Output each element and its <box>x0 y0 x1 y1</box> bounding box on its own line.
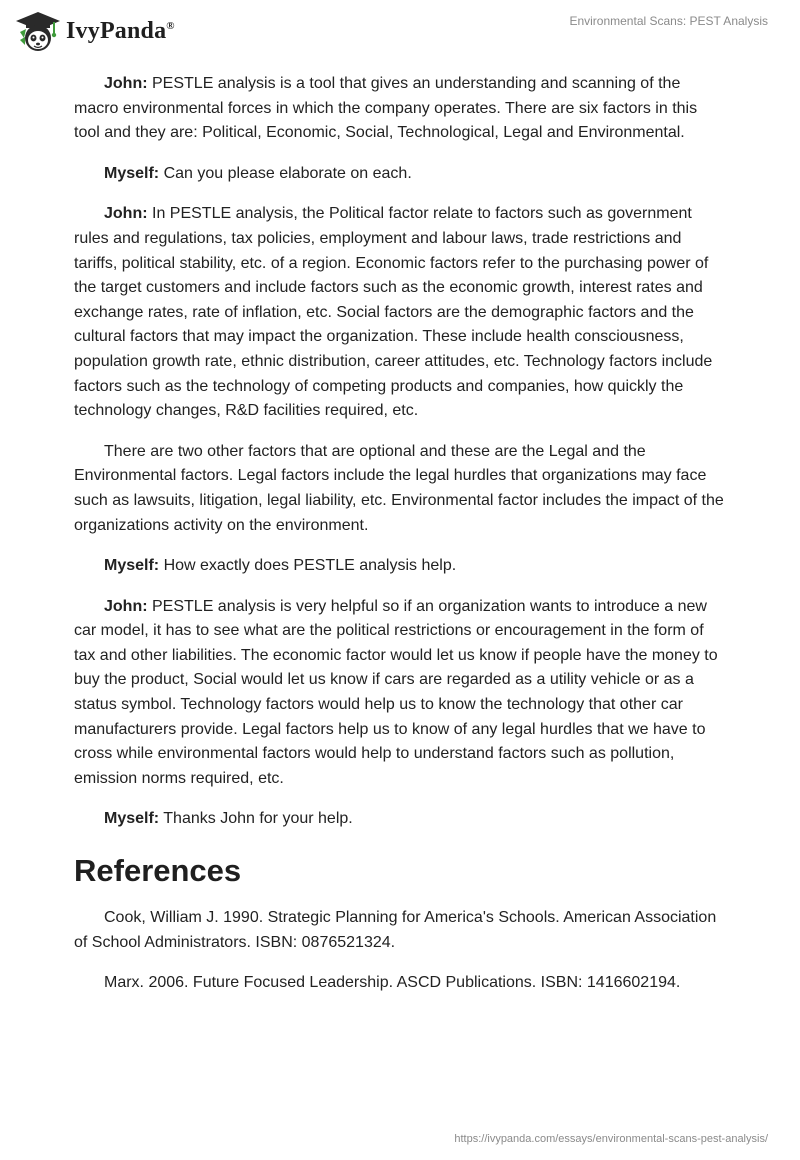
dialogue-paragraph <box>74 202 726 423</box>
references-heading: References <box>74 853 242 889</box>
paragraph-text: Thanks John for your help. <box>163 810 353 828</box>
speaker-label: John: <box>104 597 148 615</box>
essay-body <box>74 72 726 1012</box>
paragraph-text: In PESTLE analysis, the Political factor relate to factors such as government rules and regulations, tax policies, employment and labour laws, trade restrictions and tariffs, political stability, etc. of a region. Economic factors refer to the purchasing power of the target customers and include factors such as the economic growth, interest rates and exchange rates, rate of inflation, etc. Social factors are the demographic factors and the cultural factors that may impact the organization. These include health consciousness, population growth rate, ethnic distribution, career attitudes, etc. Technology factors include factors such as the technology of competing products and companies, how quickly the technology changes, R&D facilities required, etc. <box>74 205 713 420</box>
speaker-label: Myself: <box>104 810 160 828</box>
reference-item: Cook, William J. 1990. Strategic Planning for America's Schools. American Association of School Administrators. ISBN: 0876521324. <box>74 909 717 951</box>
dialogue-paragraph <box>74 595 726 792</box>
speaker-label: John: <box>104 75 148 92</box>
speaker-label: Myself: <box>104 557 160 575</box>
dialogue-paragraph <box>74 440 726 538</box>
paragraph-text: How exactly does PESTLE analysis help. <box>163 557 457 575</box>
panda-graduate-icon <box>14 10 62 52</box>
speaker-label: John: <box>104 205 148 223</box>
running-title: Environmental Scans: PEST Analysis <box>569 14 768 28</box>
source-url-link[interactable]: https://ivypanda.com/essays/environmental-scans-pest-analysis/ <box>454 1133 768 1145</box>
dialogue-paragraph <box>74 72 726 146</box>
dialogue-paragraph <box>74 554 726 579</box>
ivypanda-logo[interactable] <box>14 10 175 52</box>
page-header <box>0 0 800 60</box>
paragraph-text: Can you please elaborate on each. <box>163 164 412 182</box>
paragraph-text: PESTLE analysis is a tool that gives an understanding and scanning of the macro environmental forces in which the company operates. There are six factors in this tool and they are: Political, Economic, Social, Technological, Legal and Environmental. <box>74 75 698 142</box>
speaker-label: Myself: <box>104 164 160 182</box>
paragraph-text: There are two other factors that are optional and these are the Legal and the Environmental factors. Legal factors include the legal hurdles that organizations may face such as lawsuits, litigation, legal liability, etc. Environmental factor includes the impact of the organizations activity on the environment. <box>74 442 724 534</box>
dialogue-paragraph <box>74 162 726 187</box>
logo-wordmark: IvyPanda® <box>66 17 175 44</box>
reference-item: Marx. 2006. Future Focused Leadership. ASCD Publications. ISBN: 1416602194. <box>104 974 681 992</box>
paragraph-text: PESTLE analysis is very helpful so if an organization wants to introduce a new car model, it has to see what are the political restrictions or encouragement in the form of tax and other liabilities. The economic factor would let us know if people have the money to buy the product, Social would let us know if cars are regarded as a utility vehicle or as a status symbol. Technology factors would help us to know the technology that other car manufacturers provide. Legal factors help us to know of any legal hurdles that we have to cross while environmental factors would help to understand factors such as pollution, emission norms required, etc. <box>74 597 718 787</box>
dialogue-paragraph <box>74 807 726 832</box>
